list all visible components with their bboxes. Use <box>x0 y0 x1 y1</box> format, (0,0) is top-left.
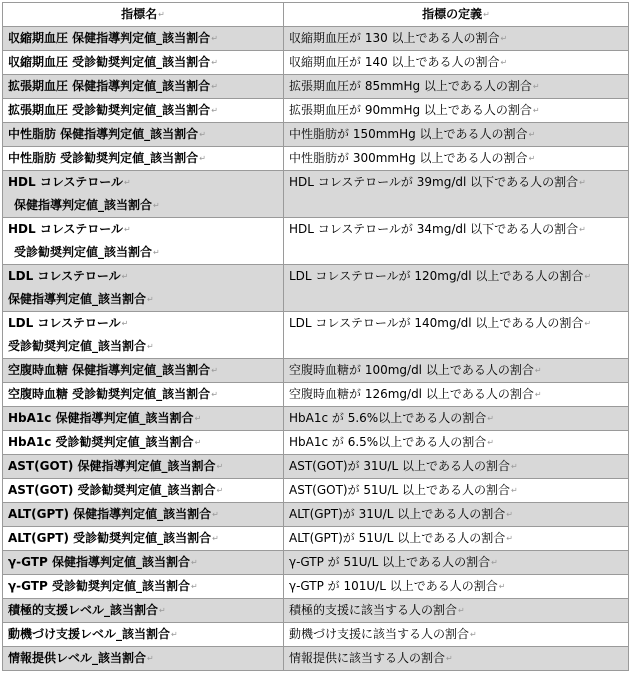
table-row <box>3 75 629 99</box>
table-row <box>3 359 629 383</box>
table-row <box>3 171 629 218</box>
indicator-definition-cell: γ-GTP が 51U/L 以上である人の割合↵ <box>284 551 629 575</box>
indicator-name-text: HDL コレステロール <box>8 175 123 189</box>
indicator-name-text: 収縮期血圧 受診勧奨判定値_該当割合 <box>8 55 211 69</box>
table-row <box>3 503 629 527</box>
indicator-name-cell: 収縮期血圧 保健指導判定値_該当割合↵ <box>3 27 284 51</box>
indicator-definition-cell: 中性脂肪が 300mmHg 以上である人の割合↵ <box>284 147 629 171</box>
indicator-name-text: AST(GOT) 保健指導判定値_該当割合 <box>8 459 216 473</box>
indicator-name-cell: HbA1c 受診勧奨判定値_該当割合↵ <box>3 431 284 455</box>
indicator-name-text: 情報提供レベル_該当割合 <box>8 651 147 665</box>
header-indicator-name: 指標名↵ <box>3 3 284 27</box>
indicator-name-text: 動機づけ支援レベル_該当割合 <box>8 627 171 641</box>
table-header-row <box>3 3 629 27</box>
indicator-definition-cell: 拡張期血圧が 90mmHg 以上である人の割合↵ <box>284 99 629 123</box>
indicator-definition-text: HDL コレステロールが 34mg/dl 以下である人の割合 <box>289 222 579 236</box>
indicator-definition-cell: 収縮期血圧が 130 以上である人の割合↵ <box>284 27 629 51</box>
indicator-name-cell: HbA1c 保健指導判定値_該当割合↵ <box>3 407 284 431</box>
table-row <box>3 575 629 599</box>
indicator-name-text: 収縮期血圧 保健指導判定値_該当割合 <box>8 31 211 45</box>
indicator-name-cell: 情報提供レベル_該当割合↵ <box>3 647 284 671</box>
table-row <box>3 455 629 479</box>
indicator-name-text: 中性脂肪 保健指導判定値_該当割合 <box>8 127 199 141</box>
indicator-definition-cell: 情報提供に該当する人の割合↵ <box>284 647 629 671</box>
indicator-definition-cell: HbA1c が 6.5%以上である人の割合↵ <box>284 431 629 455</box>
indicator-definition-text: 空腹時血糖が 100mg/dl 以上である人の割合 <box>289 363 534 377</box>
table-row <box>3 99 629 123</box>
indicator-name-cell: 中性脂肪 受診勧奨判定値_該当割合↵ <box>3 147 284 171</box>
indicator-name-cell: HDL コレステロール↵ 保健指導判定値_該当割合↵ <box>3 171 284 218</box>
indicator-definition-text: 中性脂肪が 150mmHg 以上である人の割合 <box>289 127 528 141</box>
indicator-name-text: 保健指導判定値_該当割合 <box>14 198 153 212</box>
indicator-definition-cell: 空腹時血糖が 126mg/dl 以上である人の割合↵ <box>284 383 629 407</box>
indicator-definition-cell: 拡張期血圧が 85mmHg 以上である人の割合↵ <box>284 75 629 99</box>
indicator-name-text: ALT(GPT) 受診勧奨判定値_該当割合 <box>8 531 212 545</box>
indicator-name-text: HDL コレステロール <box>8 222 123 236</box>
table-row <box>3 312 629 359</box>
indicator-definition-cell: LDL コレステロールが 140mg/dl 以上である人の割合↵ <box>284 312 629 359</box>
indicator-definition-text: γ-GTP が 101U/L 以上である人の割合 <box>289 579 498 593</box>
table-row <box>3 623 629 647</box>
table-row <box>3 383 629 407</box>
indicator-definition-cell: 空腹時血糖が 100mg/dl 以上である人の割合↵ <box>284 359 629 383</box>
indicator-name-cell: LDL コレステロール↵ 受診勧奨判定値_該当割合↵ <box>3 312 284 359</box>
indicator-name-text: γ-GTP 保健指導判定値_該当割合 <box>8 555 190 569</box>
indicator-definition-text: 拡張期血圧が 90mmHg 以上である人の割合 <box>289 103 532 117</box>
indicator-definition-text: HDL コレステロールが 39mg/dl 以下である人の割合 <box>289 175 579 189</box>
header-indicator-definition: 指標の定義↵ <box>284 3 629 27</box>
indicator-definition-text: 中性脂肪が 300mmHg 以上である人の割合 <box>289 151 528 165</box>
indicator-name-cell: ALT(GPT) 受診勧奨判定値_該当割合↵ <box>3 527 284 551</box>
indicator-name-text: 受診勧奨判定値_該当割合 <box>8 339 147 353</box>
indicator-definition-text: γ-GTP が 51U/L 以上である人の割合 <box>289 555 491 569</box>
indicator-name-cell: 積極的支援レベル_該当割合↵ <box>3 599 284 623</box>
table-row <box>3 479 629 503</box>
table-body <box>3 27 629 671</box>
indicator-name-cell: 空腹時血糖 保健指導判定値_該当割合↵ <box>3 359 284 383</box>
indicator-definition-text: 拡張期血圧が 85mmHg 以上である人の割合 <box>289 79 532 93</box>
indicator-definition-text: AST(GOT)が 51U/L 以上である人の割合 <box>289 483 511 497</box>
indicator-name-text: 積極的支援レベル_該当割合 <box>8 603 159 617</box>
indicator-definition-text: 動機づけ支援に該当する人の割合 <box>289 627 470 641</box>
indicator-definition-text: 収縮期血圧が 140 以上である人の割合 <box>289 55 500 69</box>
indicator-name-text: LDL コレステロール <box>8 269 121 283</box>
indicator-definition-text: HbA1c が 6.5%以上である人の割合 <box>289 435 487 449</box>
indicator-name-cell: 空腹時血糖 受診勧奨判定値_該当割合↵ <box>3 383 284 407</box>
table-row <box>3 51 629 75</box>
indicator-name-cell: HDL コレステロール↵ 受診勧奨判定値_該当割合↵ <box>3 218 284 265</box>
indicator-table <box>2 2 629 671</box>
indicator-name-text: γ-GTP 受診勧奨判定値_該当割合 <box>8 579 190 593</box>
indicator-definition-cell: AST(GOT)が 31U/L 以上である人の割合↵ <box>284 455 629 479</box>
table-row <box>3 218 629 265</box>
indicator-definition-cell: ALT(GPT)が 31U/L 以上である人の割合↵ <box>284 503 629 527</box>
indicator-name-text: 拡張期血圧 保健指導判定値_該当割合 <box>8 79 211 93</box>
indicator-name-cell: γ-GTP 受診勧奨判定値_該当割合↵ <box>3 575 284 599</box>
table-row <box>3 407 629 431</box>
table-row <box>3 599 629 623</box>
indicator-definition-cell: HDL コレステロールが 39mg/dl 以下である人の割合↵ <box>284 171 629 218</box>
indicator-name-cell: AST(GOT) 保健指導判定値_該当割合↵ <box>3 455 284 479</box>
indicator-name-cell: LDL コレステロール↵ 保健指導判定値_該当割合↵ <box>3 265 284 312</box>
indicator-name-cell: AST(GOT) 受診勧奨判定値_該当割合↵ <box>3 479 284 503</box>
table-row <box>3 147 629 171</box>
indicator-name-cell: ALT(GPT) 保健指導判定値_該当割合↵ <box>3 503 284 527</box>
indicator-definition-text: HbA1c が 5.6%以上である人の割合 <box>289 411 487 425</box>
indicator-name-text: 中性脂肪 受診勧奨判定値_該当割合 <box>8 151 199 165</box>
indicator-name-cell: γ-GTP 保健指導判定値_該当割合↵ <box>3 551 284 575</box>
indicator-name-text: 保健指導判定値_該当割合 <box>8 292 147 306</box>
table-row <box>3 123 629 147</box>
indicator-definition-cell: γ-GTP が 101U/L 以上である人の割合↵ <box>284 575 629 599</box>
indicator-name-text: LDL コレステロール <box>8 316 121 330</box>
indicator-name-cell: 拡張期血圧 受診勧奨判定値_該当割合↵ <box>3 99 284 123</box>
indicator-name-cell: 中性脂肪 保健指導判定値_該当割合↵ <box>3 123 284 147</box>
indicator-definition-text: 積極的支援に該当する人の割合 <box>289 603 458 617</box>
indicator-name-text: 空腹時血糖 保健指導判定値_該当割合 <box>8 363 211 377</box>
indicator-name-text: HbA1c 受診勧奨判定値_該当割合 <box>8 435 194 449</box>
indicator-definition-cell: 収縮期血圧が 140 以上である人の割合↵ <box>284 51 629 75</box>
table-row <box>3 551 629 575</box>
table-row <box>3 27 629 51</box>
indicator-name-cell: 拡張期血圧 保健指導判定値_該当割合↵ <box>3 75 284 99</box>
indicator-definition-text: 情報提供に該当する人の割合 <box>289 651 446 665</box>
indicator-definition-cell: LDL コレステロールが 120mg/dl 以上である人の割合↵ <box>284 265 629 312</box>
table-row <box>3 527 629 551</box>
indicator-definition-text: 空腹時血糖が 126mg/dl 以上である人の割合 <box>289 387 534 401</box>
indicator-definition-cell: 動機づけ支援に該当する人の割合↵ <box>284 623 629 647</box>
indicator-definition-text: ALT(GPT)が 51U/L 以上である人の割合 <box>289 531 506 545</box>
indicator-name-text: AST(GOT) 受診勧奨判定値_該当割合 <box>8 483 216 497</box>
indicator-definition-text: LDL コレステロールが 140mg/dl 以上である人の割合 <box>289 316 584 330</box>
indicator-name-text: ALT(GPT) 保健指導判定値_該当割合 <box>8 507 212 521</box>
indicator-definition-text: LDL コレステロールが 120mg/dl 以上である人の割合 <box>289 269 584 283</box>
indicator-name-text: 拡張期血圧 受診勧奨判定値_該当割合 <box>8 103 211 117</box>
indicator-definition-cell: AST(GOT)が 51U/L 以上である人の割合↵ <box>284 479 629 503</box>
table-row <box>3 647 629 671</box>
indicator-definition-text: ALT(GPT)が 31U/L 以上である人の割合 <box>289 507 506 521</box>
indicator-definition-text: 収縮期血圧が 130 以上である人の割合 <box>289 31 500 45</box>
indicator-name-cell: 収縮期血圧 受診勧奨判定値_該当割合↵ <box>3 51 284 75</box>
table-row <box>3 265 629 312</box>
indicator-definition-cell: HDL コレステロールが 34mg/dl 以下である人の割合↵ <box>284 218 629 265</box>
indicator-definition-cell: HbA1c が 5.6%以上である人の割合↵ <box>284 407 629 431</box>
indicator-name-text: HbA1c 保健指導判定値_該当割合 <box>8 411 194 425</box>
indicator-definition-text: AST(GOT)が 31U/L 以上である人の割合 <box>289 459 511 473</box>
indicator-name-cell: 動機づけ支援レベル_該当割合↵ <box>3 623 284 647</box>
indicator-definition-cell: ALT(GPT)が 51U/L 以上である人の割合↵ <box>284 527 629 551</box>
indicator-name-text: 空腹時血糖 受診勧奨判定値_該当割合 <box>8 387 211 401</box>
table-row <box>3 431 629 455</box>
indicator-name-text: 受診勧奨判定値_該当割合 <box>14 245 153 259</box>
indicator-definition-cell: 積極的支援に該当する人の割合↵ <box>284 599 629 623</box>
indicator-definition-cell: 中性脂肪が 150mmHg 以上である人の割合↵ <box>284 123 629 147</box>
